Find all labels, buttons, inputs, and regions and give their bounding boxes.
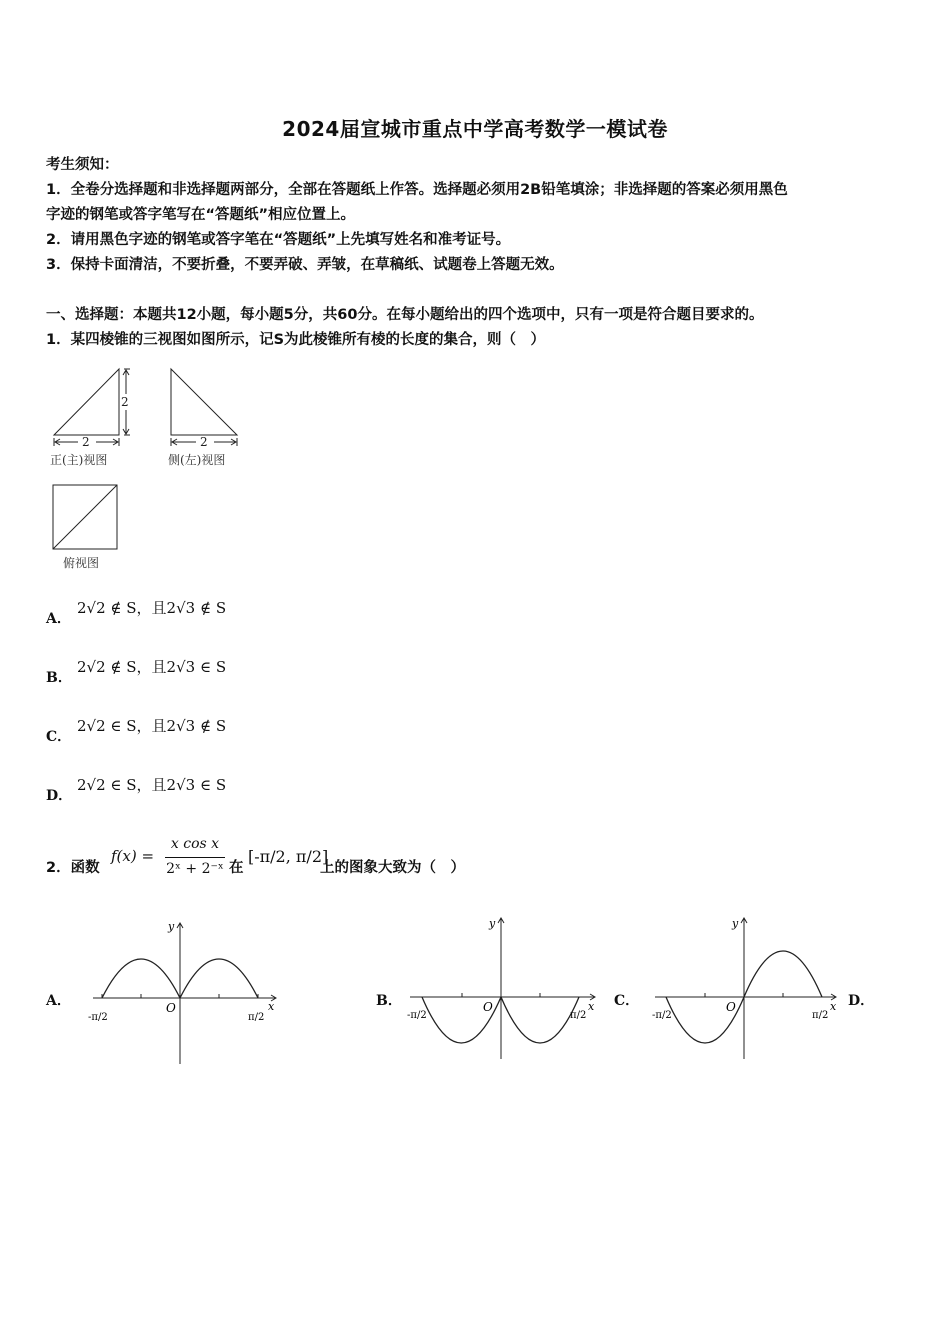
q2-mid: 在 — [229, 860, 244, 876]
q1-option-a-label[interactable]: A． — [46, 611, 71, 627]
front-caption: 正(主)视图 — [50, 453, 108, 467]
q2-option-c-label[interactable]: C． — [614, 993, 640, 1009]
q1-option-a-text: 2√2 ∉ S，且2√3 ∉ S — [77, 599, 227, 617]
q2-fraction-bar — [165, 857, 225, 858]
top-view — [53, 485, 117, 549]
notice-line-3: 3．保持卡面清洁，不要折叠，不要弄破、弄皱，在草稿纸、试题卷上答题无效。 — [46, 257, 564, 273]
graph-c-origin: O — [726, 1000, 736, 1014]
q2-option-a-label[interactable]: A． — [46, 993, 71, 1009]
side-caption: 侧(左)视图 — [168, 453, 226, 467]
q1-option-c-label[interactable]: C． — [46, 729, 72, 745]
graph-b-pos-tick: π/2 — [570, 1010, 587, 1021]
q2-option-b-label[interactable]: B． — [376, 993, 402, 1009]
graph-c-x-label: x — [830, 1000, 837, 1013]
q2-denominator: 2ˣ + 2⁻ˣ — [166, 861, 224, 877]
q1-three-view-figure — [44, 362, 254, 577]
q2-prefix: 2．函数 — [46, 860, 100, 876]
graph-b-x-label: x — [588, 1000, 595, 1013]
section-heading: 一、选择题：本题共12小题，每小题5分，共60分。在每小题给出的四个选项中，只有一项是符合题目要求的。 — [46, 307, 764, 323]
q2-suffix: 上的图象大致为（ ） — [320, 860, 465, 876]
graph-b-y-label: y — [489, 917, 496, 930]
graph-a-origin: O — [166, 1001, 176, 1015]
front-view — [54, 369, 130, 446]
q2-option-d-label[interactable]: D． — [848, 993, 875, 1009]
graph-b-origin: O — [483, 1000, 493, 1014]
q2-fx: f(x) = — [111, 847, 155, 865]
graph-a-neg-tick: -π/2 — [88, 1012, 108, 1023]
graph-a-x-label: x — [268, 1000, 275, 1013]
front-dim-vertical: 2 — [121, 395, 129, 409]
q2-graph-c — [650, 913, 845, 1063]
side-dim-horizontal: 2 — [200, 435, 208, 449]
notice-line-1b: 字迹的钢笔或答字笔写在“答题纸”相应位置上。 — [46, 207, 356, 223]
q1-stem: 1．某四棱锥的三视图如图所示，记S为此棱锥所有棱的长度的集合，则（ ） — [46, 332, 546, 348]
notice-line-1a: 1．全卷分选择题和非选择题两部分，全部在答题纸上作答。选择题必须用2B铅笔填涂；非选择题的答案必须用黑色 — [46, 182, 788, 198]
top-caption: 俯视图 — [63, 556, 100, 570]
graph-b-neg-tick: -π/2 — [407, 1010, 427, 1021]
q1-option-c-text: 2√2 ∈ S，且2√3 ∉ S — [77, 717, 227, 735]
q1-option-d-label[interactable]: D． — [46, 788, 73, 804]
q2-interval: [-π/2, π/2] — [248, 847, 329, 866]
graph-c-y-label: y — [732, 917, 739, 930]
graph-c-neg-tick: -π/2 — [652, 1010, 672, 1021]
graph-a-pos-tick: π/2 — [248, 1012, 265, 1023]
q1-option-d-text: 2√2 ∈ S，且2√3 ∈ S — [77, 776, 227, 794]
graph-a-y-label: y — [168, 920, 175, 933]
q2-numerator: x cos x — [170, 836, 220, 852]
q1-option-b-label[interactable]: B． — [46, 670, 72, 686]
front-dim-horizontal: 2 — [82, 435, 90, 449]
q1-option-b-text: 2√2 ∉ S，且2√3 ∈ S — [77, 658, 227, 676]
graph-c-pos-tick: π/2 — [812, 1010, 829, 1021]
q2-graph-b — [405, 913, 600, 1063]
notice-line-2: 2．请用黑色字迹的钢笔或答字笔在“答题纸”上先填写姓名和准考证号。 — [46, 232, 511, 248]
q2-graph-a — [88, 918, 283, 1068]
page-title: 2024届宣城市重点中学高考数学一模试卷 — [282, 117, 668, 141]
notice-heading: 考生须知： — [46, 157, 119, 173]
